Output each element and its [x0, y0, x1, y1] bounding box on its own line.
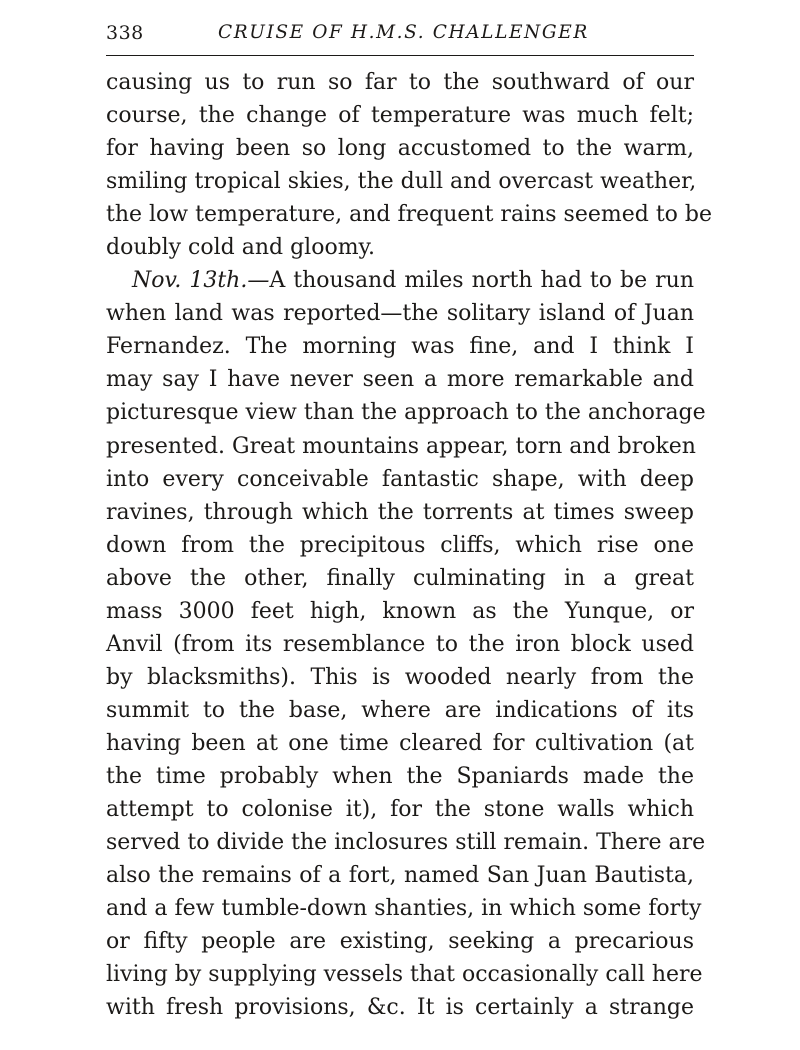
text-line: or fifty people are existing, seeking a precarious — [106, 929, 694, 955]
text-line: course, the change of temperature was much felt; — [106, 103, 694, 129]
text-line: attempt to colonise it), for the stone walls which — [106, 797, 694, 823]
page-number: 338 — [106, 22, 144, 44]
text-line-dated — [106, 264, 694, 297]
text-line: into every conceivable fantastic shape, with deep — [106, 466, 694, 492]
text-line: when land was reported—the solitary island of Juan — [106, 301, 694, 327]
text-line: living by supplying vessels that occasionally call here — [106, 962, 703, 988]
text-line: by blacksmiths). This is wooded nearly from the — [106, 664, 694, 690]
text-line-content: A thousand miles north had to be run — [269, 268, 694, 294]
running-title: CRUISE OF H.M.S. CHALLENGER — [218, 22, 589, 43]
text-line: with fresh provisions, &c. It is certainly a strange — [106, 995, 694, 1021]
text-line: may say I have never seen a more remarkable and — [106, 367, 694, 393]
date-label: Nov. 13th.— — [132, 268, 270, 294]
text-line: mass 3000 feet high, known as the Yunque, or — [106, 598, 694, 624]
text-line: down from the precipitous cliffs, which rise one — [106, 532, 694, 558]
text-line: smiling tropical skies, the dull and overcast weather, — [106, 169, 697, 195]
text-line: presented. Great mountains appear, torn and broken — [106, 433, 696, 459]
text-line: doubly cold and gloomy. — [106, 235, 376, 261]
header-rule — [106, 55, 694, 56]
text-line: the time probably when the Spaniards made the — [106, 763, 694, 789]
text-line: ravines, through which the torrents at times sweep — [106, 499, 694, 525]
running-head — [106, 20, 692, 52]
text-line: for having been so long accustomed to the warm, — [106, 136, 694, 162]
text-line: picturesque view than the approach to the anchorage — [106, 400, 706, 426]
text-line: and a few tumble-down shanties, in which some forty — [106, 896, 702, 922]
text-line: having been at one time cleared for cultivation (at — [106, 730, 694, 756]
text-line: served to divide the inclosures still remain. There are — [106, 830, 706, 856]
text-line: Fernandez. The morning was fine, and I think I — [106, 334, 694, 360]
text-line: above the other, finally culminating in a great — [106, 565, 694, 591]
text-line: also the remains of a fort, named San Juan Bautista, — [106, 863, 694, 889]
text-line: Anvil (from its resemblance to the iron block used — [106, 631, 694, 657]
body-text — [106, 66, 713, 1024]
text-line: summit to the base, where are indications of its — [106, 697, 694, 723]
text-line: the low temperature, and frequent rains seemed to be — [106, 202, 713, 228]
text-line: causing us to run so far to the southward of our — [106, 70, 694, 95]
